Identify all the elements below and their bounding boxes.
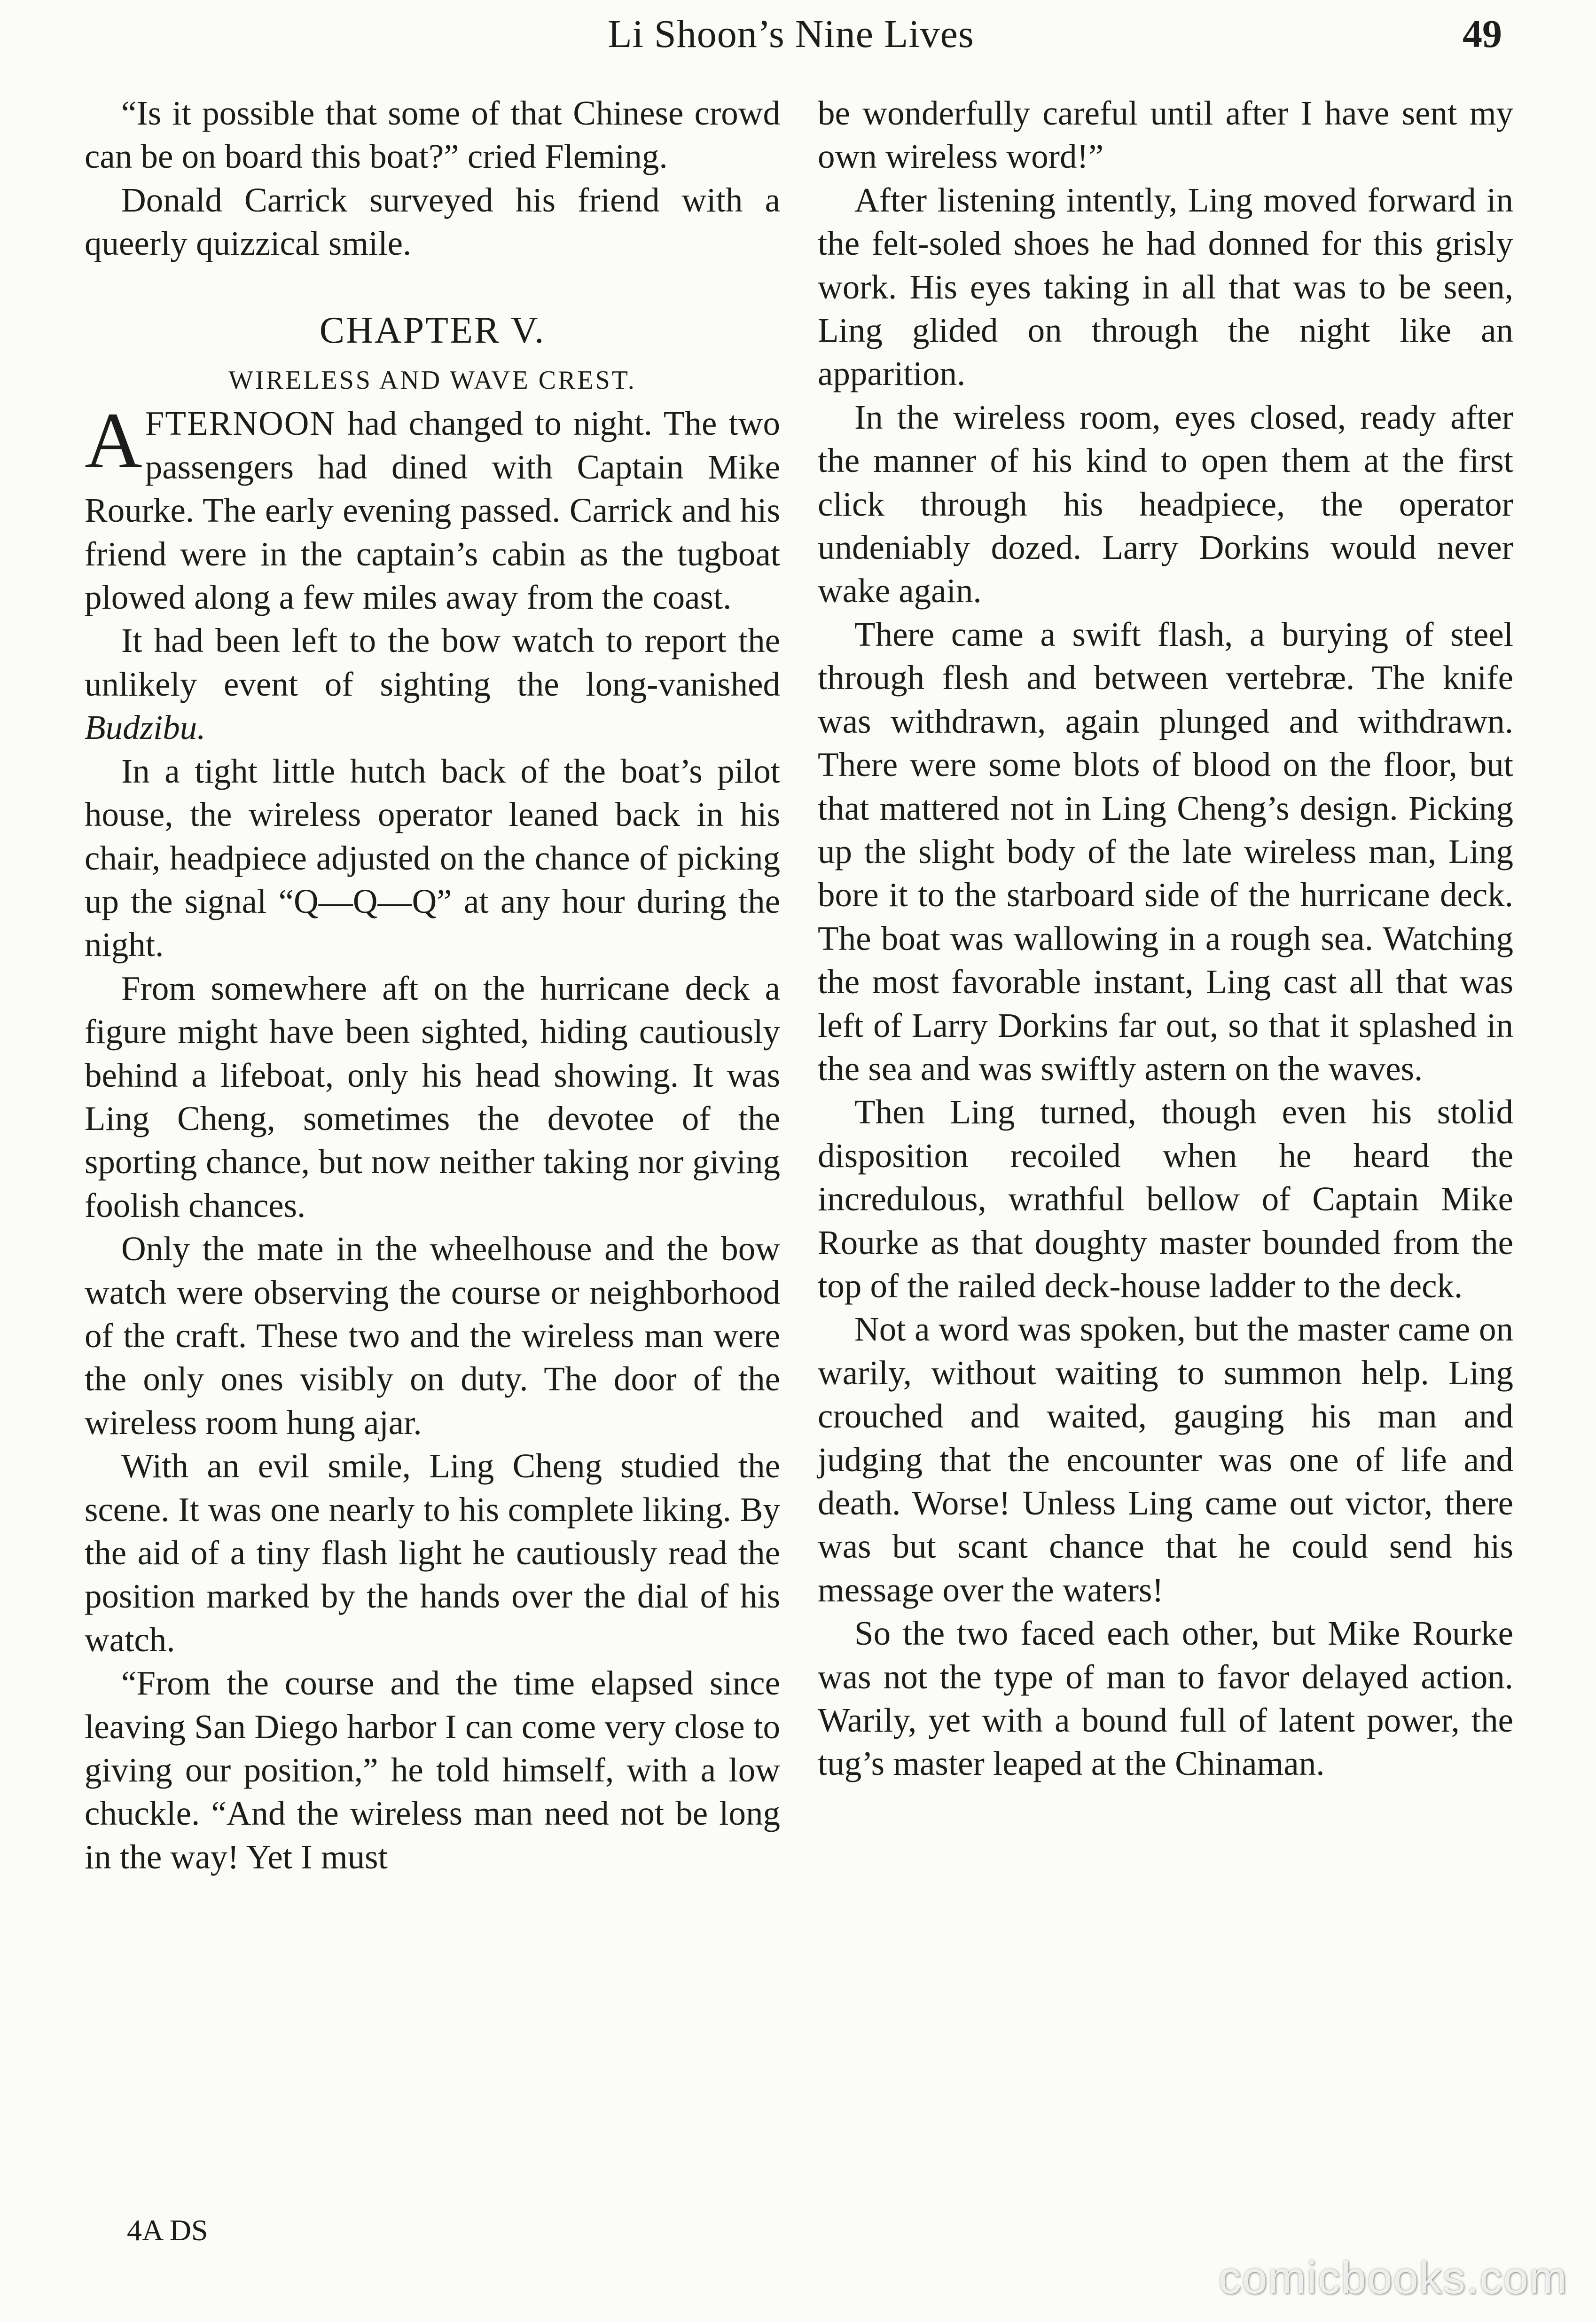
paragraph: After listening intently, Ling moved forward in the felt-soled shoes he had donned for this grisly work. His eyes taking in all that was to be seen, Ling glided on through the night like an apparition. [818,180,1513,393]
paragraph-text: had changed to night. The two passengers had dined with Captain Mike Rourke. The early evening passed. Carrick and his friend were in the captain’s cabin as the tugboat plowed along a few miles away from the coast. [85,404,780,617]
drop-cap: A [85,396,142,485]
paragraph-dropcap [85,396,780,619]
page-number: 49 [1463,12,1502,56]
paragraph: From somewhere aft on the hurricane deck a figure might have been sighted, hiding cautiously behind a lifeboat, only his head showing. It was Ling Cheng, sometimes the devotee of the sporting chance, but now neither taking nor giving foolish chances. [85,969,780,1224]
paragraph: There came a swift flash, a burying of steel through flesh and between vertebræ. The knife was withdrawn, again plunged and withdrawn. There were some blots of blood on the floor, but that mattered not in Ling Cheng’s design. Picking up the slight body of the late wireless man, Ling bore it to the starboard side of the hurricane deck. The boat was wallowing in a rough sea. Watching the most favorable instant, Ling cast all that was left of Larry Dorkins far out, so that it splashed in the sea and was swiftly astern on the waves. [818,615,1513,1088]
paragraph: “From the course and the time elapsed since leaving San Diego harbor I can come very close to giving our position,” he told himself, with a low chuckle. “And the wireless man need not be long in the way! Yet I must [85,1664,780,1876]
paragraph-text: It had been left to the bow watch to report the unlikely event of sighting the long-vanished [85,621,780,703]
ship-name: Budzibu. [85,708,206,747]
running-title: Li Shoon’s Nine Lives [608,12,974,56]
paragraph: In a tight little hutch back of the boat’s pilot house, the wireless operator leaned back in his chair, headpiece adjusted on the chance of picking up the signal “Q—Q—Q” at any hour during the night. [85,752,780,964]
left-column [85,92,780,1879]
paragraph: With an evil smile, Ling Cheng studied the scene. It was one nearly to his complete liking. By the aid of a tiny flash light he cautiously read the position marked by the hands over the dial of his watch. [85,1447,780,1659]
chapter-heading: CHAPTER V. [319,309,546,351]
paragraph: Then Ling turned, though even his stolid disposition recoiled when he heard the incredulous, wrathful bellow of Captain Mike Rourke as that doughty master bounded from the top of the railed deck-house ladder to the deck. [818,1093,1513,1305]
chapter-subtitle: WIRELESS AND WAVE CREST. [228,366,636,395]
paragraph: So the two faced each other, but Mike Rourke was not the type of man to favor delayed action. Warily, yet with a bound full of latent power, the tug’s master leaped at the Chinaman. [818,1614,1513,1783]
paragraph: Not a word was spoken, but the master came on warily, without waiting to summon help. Ling crouched and waited, gauging his man and judging that the encounter was one of life and death. Worse! Unless Ling came out victor, there was but scant chance that he could send his message over the waters! [818,1310,1513,1609]
running-head [80,4,1502,65]
paragraph [85,619,780,749]
paragraph: Donald Carrick surveyed his friend with a queerly quizzical smile. [85,180,780,263]
right-column [818,92,1513,1786]
paragraph: “Is it possible that some of that Chinese crowd can be on board this boat?” cried Fleming. [85,94,780,176]
paragraph: In the wireless room, eyes closed, ready after the manner of his kind to open them at the first click through his headpiece, the operator undeniably dozed. Larry Dorkins would never wake again. [818,398,1513,610]
lead-word: FTERNOON [145,404,336,443]
paragraph-continued: be wonderfully careful until after I have sent my own wireless word!” [818,94,1513,176]
paragraph: Only the mate in the wheelhouse and the bow watch were observing the course or neighborhood of the craft. These two and the wireless man were the only ones visibly on duty. The door of the wireless room hung ajar. [85,1230,780,1442]
signature-mark: 4A DS [127,2213,208,2247]
watermark: comicbooks.com [1219,2253,1568,2303]
